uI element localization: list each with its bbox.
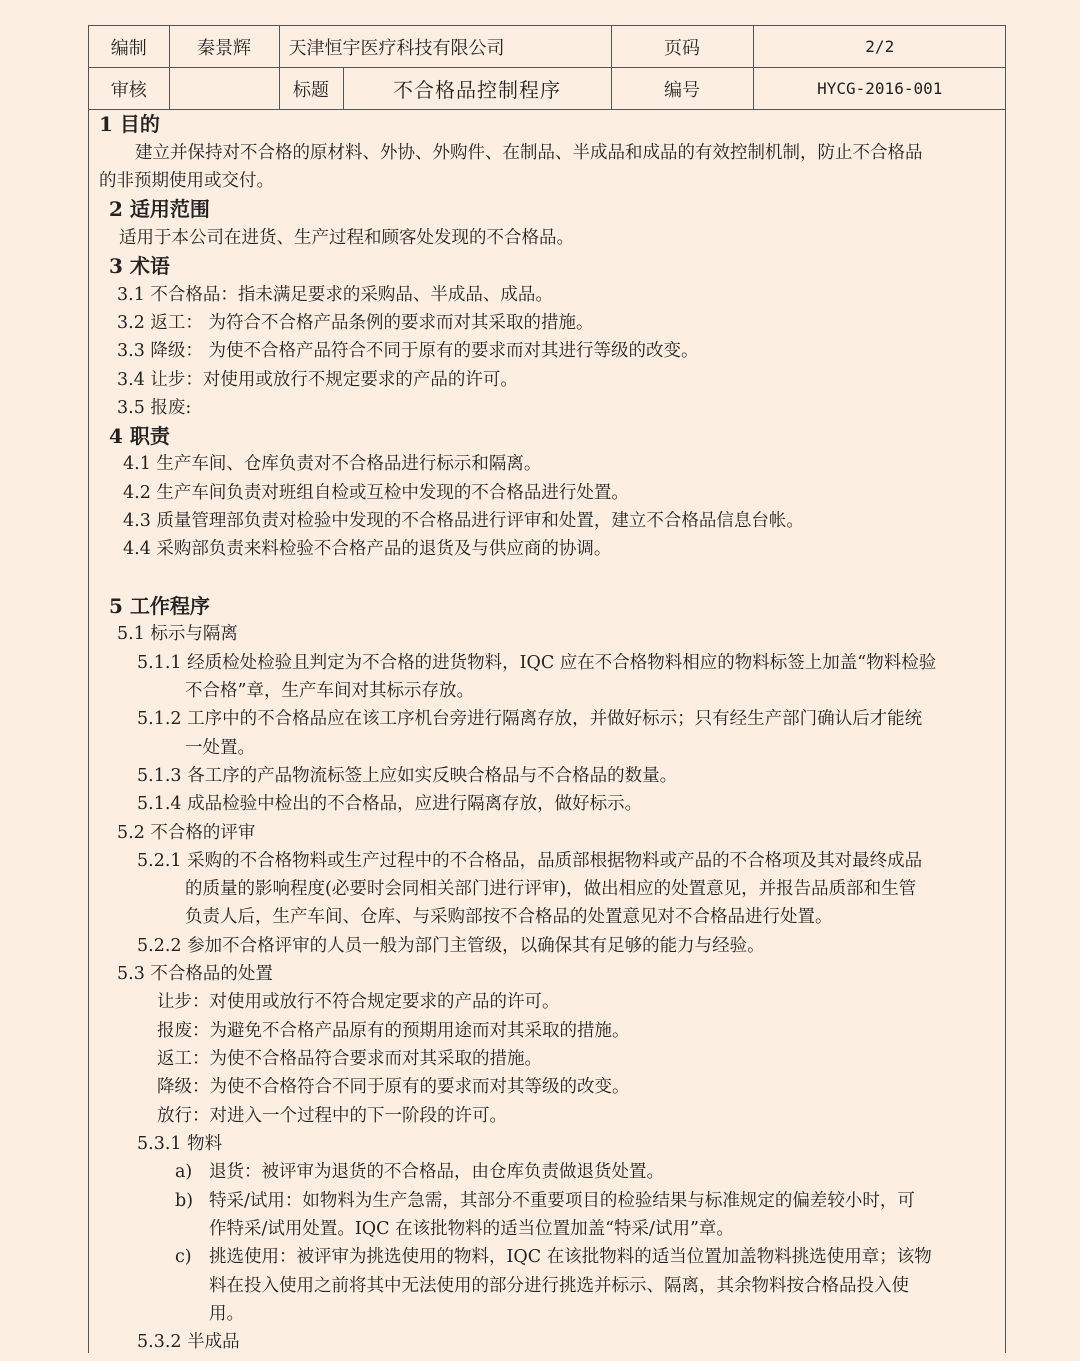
- paragraph-line: 的非预期使用或交付。: [99, 171, 274, 191]
- list-item: 3.2 返工： 为符合不合格产品条例的要求而对其采取的措施。: [117, 313, 594, 333]
- list-item: 退货：被评审为退货的不合格品，由仓库负责做退货处置。: [209, 1162, 664, 1182]
- list-item: 挑选使用：被评审为挑选使用的物料，IQC 在该批物料的适当位置加盖物料挑选使用章；该物: [209, 1247, 932, 1267]
- definition-line: 报废：为避免不合格产品原有的预期用途而对其采取的措施。: [157, 1021, 630, 1041]
- compiler-name: 秦景辉: [169, 26, 279, 68]
- list-marker: c): [175, 1247, 192, 1267]
- section-heading: 5 工作程序: [109, 594, 210, 618]
- header-row-1: [89, 26, 1006, 68]
- label-number: 编号: [611, 68, 753, 110]
- definition-line: 让步：对使用或放行不符合规定要求的产品的许可。: [157, 992, 560, 1012]
- header-table: [89, 26, 1006, 110]
- list-item: 3.4 让步：对使用或放行不规定要求的产品的许可。: [117, 370, 518, 390]
- list-item: 3.3 降级： 为使不合格产品符合不同于原有的要求而对其进行等级的改变。: [117, 341, 699, 361]
- paragraph-line: 适用于本公司在进货、生产过程和顾客处发现的不合格品。: [119, 228, 574, 248]
- subsection-heading: 5.1 标示与隔离: [117, 624, 238, 644]
- list-item: 5.2.1 采购的不合格物料或生产过程中的不合格品，品质部根据物料或产品的不合格项及其对最终成品: [137, 851, 923, 871]
- list-item: 特采/试用：如物料为生产急需，其部分不重要项目的检验结果与标准规定的偏差较小时，可: [209, 1191, 915, 1211]
- subsection-heading: 5.3 不合格品的处置: [117, 964, 273, 984]
- paragraph-line: 建立并保持对不合格的原材料、外协、外购件、在制品、半成品和成品的有效控制机制，防止不合格品: [135, 143, 923, 163]
- list-item-cont: 用。: [209, 1304, 244, 1324]
- list-item-cont: 一处置。: [185, 738, 255, 758]
- list-item: 5.1.2 工序中的不合格品应在该工序机台旁进行隔离存放，并做好标示；只有经生产部门确认后才能统: [137, 709, 923, 729]
- list-marker: a): [175, 1162, 193, 1182]
- doc-number: HYCG-2016-001: [753, 68, 1006, 110]
- list-item: 4.1 生产车间、仓库负责对不合格品进行标示和隔离。: [123, 454, 542, 474]
- section-heading: 4 职责: [109, 424, 170, 448]
- subsection-heading: 5.3.2 半成品: [137, 1332, 240, 1352]
- document-page: [88, 25, 1006, 1353]
- section-heading: 3 术语: [109, 254, 170, 278]
- list-item: 5.1.4 成品检验中检出的不合格品，应进行隔离存放，做好标示。: [137, 794, 643, 814]
- label-review: 审核: [89, 68, 169, 110]
- list-item-cont: 负责人后，生产车间、仓库、与采购部按不合格品的处置意见对不合格品进行处置。: [185, 907, 833, 927]
- list-item: 5.1.1 经质检处检验且判定为不合格的进货物料，IQC 应在不合格物料相应的物料标签上加盖“物料检验: [137, 653, 937, 673]
- list-item-cont: 的质量的影响程度(必要时会同相关部门进行评审)，做出相应的处置意见，并报告品质部和生管: [185, 879, 917, 899]
- list-item-cont: 不合格”章，生产车间对其标示存放。: [185, 681, 474, 701]
- subsection-heading: 5.3.1 物料: [137, 1134, 223, 1154]
- definition-line: 降级：为使不合格符合不同于原有的要求而对其等级的改变。: [157, 1077, 630, 1097]
- section-heading: 2 适用范围: [109, 197, 210, 221]
- definition-line: 放行：对进入一个过程中的下一阶段的许可。: [157, 1106, 507, 1126]
- list-marker: b): [175, 1191, 194, 1211]
- list-item: 5.2.2 参加不合格评审的人员一般为部门主管级，以确保其有足够的能力与经验。: [137, 936, 765, 956]
- page-number: 2/2: [753, 26, 1006, 68]
- label-page: 页码: [611, 26, 753, 68]
- definition-line: 返工：为使不合格品符合要求而对其采取的措施。: [157, 1049, 542, 1069]
- list-item: 3.5 报废:: [117, 398, 192, 418]
- list-item: 5.1.3 各工序的产品物流标签上应如实反映合格品与不合格品的数量。: [137, 766, 678, 786]
- header-row-2: [89, 68, 1006, 110]
- list-item: 4.4 采购部负责来料检验不合格产品的退货及与供应商的协调。: [123, 539, 612, 559]
- list-item: 4.3 质量管理部负责对检验中发现的不合格品进行评审和处置，建立不合格品信息台帐。: [123, 511, 804, 531]
- doc-title: 不合格品控制程序: [343, 68, 611, 110]
- list-item: 3.1 不合格品：指未满足要求的采购品、半成品、成品。: [117, 285, 553, 305]
- list-item-cont: 作特采/试用处置。IQC 在该批物料的适当位置加盖“特采/试用”章。: [209, 1219, 734, 1239]
- list-item: 4.2 生产车间负责对班组自检或互检中发现的不合格品进行处置。: [123, 483, 629, 503]
- list-item-cont: 料在投入使用之前将其中无法使用的部分进行挑选并标示、隔离，其余物料按合格品投入使: [209, 1276, 909, 1296]
- subsection-heading: 5.2 不合格的评审: [117, 823, 256, 843]
- label-title: 标题: [279, 68, 343, 110]
- company-name: 天津恒宇医疗科技有限公司: [279, 26, 611, 68]
- reviewer-name: [169, 68, 279, 110]
- section-heading: 1 目的: [99, 112, 160, 136]
- label-compiler: 编制: [89, 26, 169, 68]
